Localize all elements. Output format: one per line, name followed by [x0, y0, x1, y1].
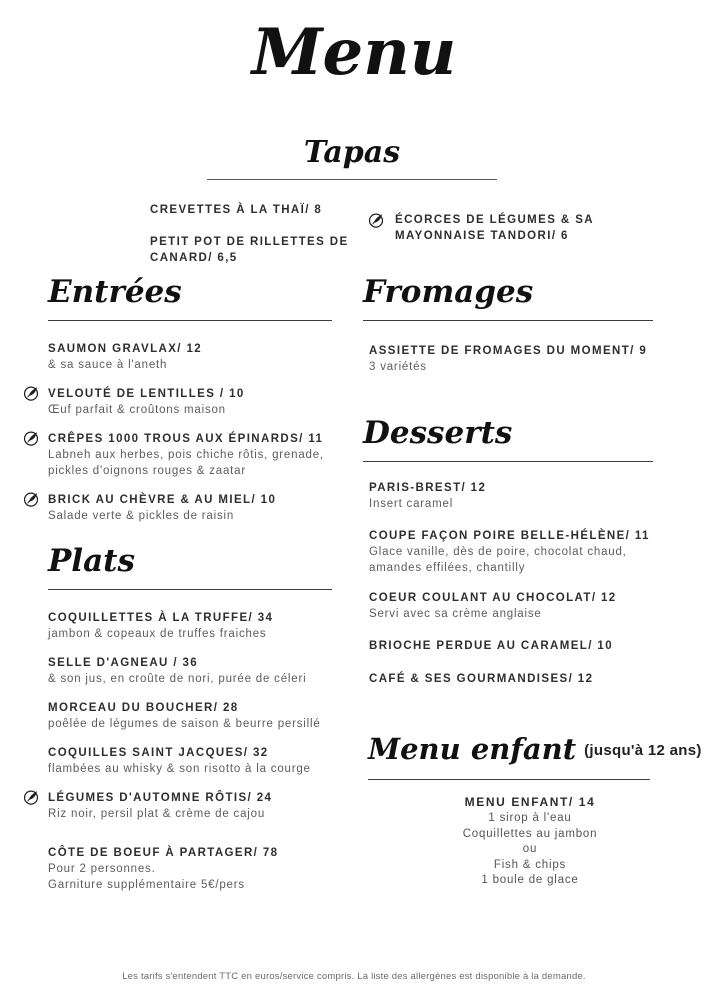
item-description: Glace vanille, dès de poire, chocolat chaud, amandes effilées, chantilly	[369, 546, 627, 574]
menu-enfant-line: Coquillettes au jambon	[462, 827, 598, 840]
left-column	[23, 272, 345, 906]
menu-item	[363, 343, 659, 375]
menu-enfant-line: 1 sirop à l'eau	[488, 812, 572, 824]
section-menu-enfant	[363, 729, 702, 889]
item-title: MORCEAU DU BOUCHER/ 28	[48, 702, 239, 714]
section-heading-desserts: Desserts	[363, 413, 653, 462]
item-description: jambon & copeaux de truffes fraiches	[48, 628, 267, 640]
menu-item	[150, 234, 350, 266]
section-tapas-heading-block	[207, 133, 497, 180]
vegetarian-leaf-icon	[23, 385, 39, 401]
item-title: CAFÉ & SES GOURMANDISES/ 12	[369, 673, 594, 685]
item-description: Riz noir, persil plat & crème de cajou	[48, 808, 266, 820]
menu-item	[363, 638, 659, 654]
menu-item	[363, 480, 659, 512]
vegetarian-leaf-icon	[23, 491, 39, 507]
page-title: Menu	[251, 15, 457, 90]
item-description: Garniture supplémentaire 5€/pers	[48, 879, 245, 891]
section-entrees	[23, 272, 345, 524]
menu-item	[23, 386, 345, 418]
section-heading-entrees: Entrées	[48, 272, 332, 321]
menu-item	[363, 590, 659, 622]
menu-item	[363, 671, 659, 687]
item-title: PETIT POT DE RILLETTES DE CANARD/ 6,5	[150, 236, 349, 264]
item-description: Œuf parfait & croûtons maison	[48, 404, 226, 416]
item-description: flambées au whisky & son risotto à la courge	[48, 763, 311, 775]
section-heading-plats: Plats	[48, 541, 332, 590]
menu-item	[23, 845, 345, 893]
menu-item	[368, 212, 608, 244]
item-title: CREVETTES À LA THAÏ/ 8	[150, 204, 323, 216]
item-description: Servi avec sa crème anglaise	[369, 608, 542, 620]
menu-item	[23, 745, 345, 777]
item-description: Salade verte & pickles de raisin	[48, 510, 235, 522]
item-title: VELOUTÉ DE LENTILLES / 10	[48, 388, 245, 400]
item-title: LÉGUMES D'AUTOMNE RÔTIS/ 24	[48, 792, 273, 804]
menu-item	[150, 202, 350, 218]
item-description: Insert caramel	[369, 498, 454, 510]
item-title: BRIOCHE PERDUE AU CARAMEL/ 10	[369, 640, 614, 652]
menu-item	[23, 655, 345, 687]
menu-item	[23, 700, 345, 732]
item-description: & son jus, en croûte de nori, purée de céleri	[48, 673, 307, 685]
section-heading-fromages: Fromages	[363, 272, 653, 321]
item-title: CÔTE DE BOEUF À PARTAGER/ 78	[48, 847, 279, 859]
tapas-right-column	[368, 212, 608, 257]
section-heading-menu-enfant	[368, 729, 702, 780]
menu-enfant-line: Fish & chips	[493, 858, 567, 871]
item-title: ASSIETTE DE FROMAGES DU MOMENT/ 9	[369, 345, 648, 357]
item-description: 3 variétés	[369, 361, 427, 373]
menu-item	[23, 431, 345, 479]
menu-enfant-heading-text: Menu enfant	[368, 732, 577, 766]
item-title: COUPE FAÇON POIRE BELLE-HÉLÈNE/ 11	[369, 530, 650, 542]
item-title: COEUR COULANT AU CHOCOLAT/ 12	[369, 592, 617, 604]
item-title: COQUILLETTES À LA TRUFFE/ 34	[48, 612, 274, 624]
item-title: CRÊPES 1000 TROUS AUX ÉPINARDS/ 11	[48, 433, 324, 445]
section-desserts	[363, 413, 659, 687]
vegetarian-leaf-icon	[23, 430, 39, 446]
section-plats	[23, 541, 345, 893]
menu-item	[23, 790, 345, 822]
item-description: Labneh aux herbes, pois chiche rôtis, grenade, pickles d'oignons rouges & zaatar	[48, 449, 324, 477]
item-title: COQUILLES SAINT JACQUES/ 32	[48, 747, 269, 759]
menu-item	[23, 610, 345, 642]
item-title: BRICK AU CHÈVRE & AU MIEL/ 10	[48, 494, 277, 506]
item-title: SAUMON GRAVLAX/ 12	[48, 343, 203, 355]
footer-note: Les tarifs s'entendent TTC en euros/service compris. La liste des allergènes est disponible à la demande.	[122, 971, 586, 982]
vegetarian-leaf-icon	[23, 789, 39, 805]
menu-enfant-line: 1 boule de glace	[481, 874, 579, 886]
item-title: ÉCORCES DE LÉGUMES & SA MAYONNAISE TANDORI/ 6	[395, 214, 594, 242]
menu-item	[23, 341, 345, 373]
section-heading-tapas: Tapas	[303, 135, 401, 170]
menu-enfant-block	[380, 794, 680, 889]
item-description: poêlée de légumes de saison & beurre persillé	[48, 718, 321, 730]
tapas-left-column	[150, 202, 350, 282]
menu-item	[23, 492, 345, 524]
menu-item	[363, 528, 659, 576]
menu-enfant-age-note: (jusqu'à 12 ans)	[584, 742, 702, 759]
item-description: Pour 2 personnes.	[48, 863, 156, 875]
item-title: SELLE D'AGNEAU / 36	[48, 657, 199, 669]
item-title: MENU ENFANT/ 14	[464, 795, 596, 809]
menu-enfant-line: ou	[522, 843, 538, 855]
vegetarian-leaf-icon	[368, 212, 384, 228]
right-column	[363, 272, 702, 889]
item-description: & sa sauce à l'aneth	[48, 359, 168, 371]
item-title: PARIS-BREST/ 12	[369, 482, 487, 494]
section-fromages	[363, 272, 659, 375]
